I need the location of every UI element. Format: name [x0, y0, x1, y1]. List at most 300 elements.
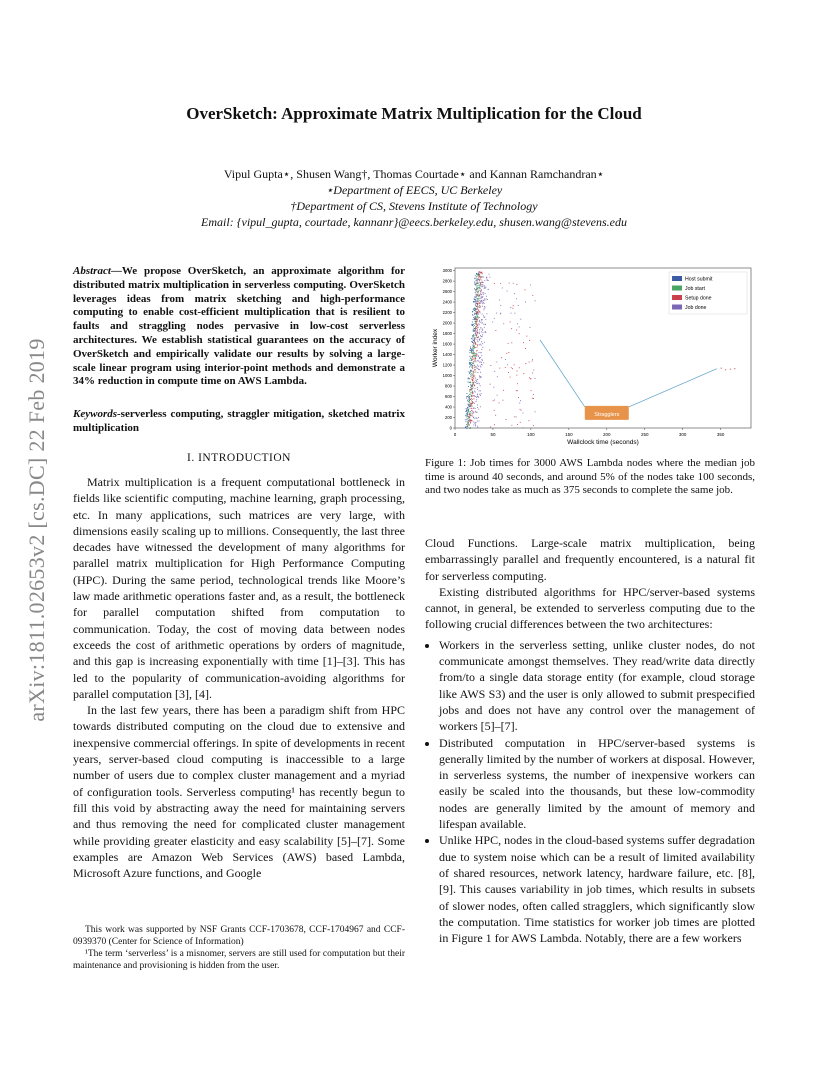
y-tick-label: 1600: [442, 341, 452, 347]
data-point: [503, 323, 504, 324]
data-point: [473, 424, 474, 425]
data-point: [473, 350, 474, 351]
data-point: [481, 349, 482, 350]
data-point: [476, 280, 477, 281]
data-point: [474, 341, 475, 342]
data-point: [473, 309, 474, 310]
data-point: [477, 379, 478, 380]
data-point: [478, 295, 479, 296]
data-point: [529, 377, 530, 378]
list-item: • Workers in the serverless setting, unlike cluster nodes, do not communicate amongst themselves. They read/write data directly from/to a single data storage entity (for example, cloud storage like AWS S3) and the user is only allowed to submit prespecified jobs and does not have any control over the management of workers [5]–[7].: [439, 637, 755, 735]
data-point: [476, 273, 477, 274]
data-point: [475, 308, 476, 309]
y-tick-label: 200: [445, 415, 452, 421]
data-point: [480, 357, 481, 358]
data-point: [476, 361, 477, 362]
data-point: [483, 362, 484, 363]
data-point: [484, 317, 485, 318]
data-point: [525, 289, 526, 290]
data-point: [513, 305, 514, 306]
data-point: [479, 333, 480, 334]
data-point: [477, 303, 478, 304]
data-point: [475, 335, 476, 336]
data-point: [470, 364, 471, 365]
data-point: [517, 390, 518, 391]
data-point: [474, 391, 475, 392]
data-point: [475, 328, 476, 329]
data-point: [479, 362, 480, 363]
data-point: [493, 400, 494, 401]
data-point: [472, 385, 473, 386]
data-point: [476, 335, 477, 336]
data-point: [467, 425, 468, 426]
data-point: [475, 322, 476, 323]
data-point: [471, 420, 472, 421]
data-point: [480, 272, 481, 273]
data-point: [473, 326, 474, 327]
data-point: [490, 365, 491, 366]
data-point: [482, 303, 483, 304]
job-times-chart: [425, 262, 761, 452]
data-point: [485, 324, 486, 325]
data-point: [475, 302, 476, 303]
data-point: [476, 339, 477, 340]
data-point: [477, 427, 478, 428]
data-point: [508, 372, 509, 373]
data-point: [506, 419, 507, 420]
data-point: [477, 350, 478, 351]
data-point: [475, 334, 476, 335]
data-point: [510, 377, 511, 378]
data-point: [472, 379, 473, 380]
data-point: [470, 347, 471, 348]
data-point: [477, 331, 478, 332]
data-point: [484, 285, 485, 286]
data-point: [476, 354, 477, 355]
data-point: [523, 342, 524, 343]
data-point: [477, 329, 478, 330]
data-point: [517, 383, 518, 384]
data-point: [465, 415, 466, 416]
data-point: [471, 404, 472, 405]
data-point: [473, 342, 474, 343]
data-point: [471, 396, 472, 397]
data-point: [470, 422, 471, 423]
data-point: [472, 311, 473, 312]
data-point: [472, 342, 473, 343]
data-point: [466, 419, 467, 420]
data-point: [471, 338, 472, 339]
data-point: [479, 317, 480, 318]
data-point: [481, 341, 482, 342]
left-column-body: [73, 474, 405, 881]
data-point: [478, 409, 479, 410]
data-point: [479, 274, 480, 275]
data-point: [475, 424, 476, 425]
data-point: [525, 363, 526, 364]
data-point: [477, 315, 478, 316]
data-point: [472, 337, 473, 338]
data-point: [477, 287, 478, 288]
data-point: [471, 408, 472, 409]
data-point: [477, 325, 478, 326]
data-point: [481, 376, 482, 377]
data-point: [526, 336, 527, 337]
data-point: [465, 419, 466, 420]
data-point: [472, 401, 473, 402]
data-point: [474, 278, 475, 279]
y-tick-label: 2400: [442, 299, 452, 305]
data-point: [482, 343, 483, 344]
data-point: [471, 400, 472, 401]
abstract: [73, 265, 405, 389]
data-point: [475, 317, 476, 318]
legend-swatch: [672, 305, 682, 310]
data-point: [473, 408, 474, 409]
data-point: [474, 354, 475, 355]
data-point: [468, 416, 469, 417]
data-point: [473, 417, 474, 418]
data-point: [530, 327, 531, 328]
data-point: [472, 349, 473, 350]
data-point: [472, 403, 473, 404]
data-point: [466, 421, 467, 422]
data-point: [529, 362, 530, 363]
data-point: [467, 422, 468, 423]
right-column-body: [425, 535, 755, 946]
data-point: [479, 290, 480, 291]
data-point: [481, 297, 482, 298]
data-point: [477, 332, 478, 333]
data-point: [478, 277, 479, 278]
data-point: [480, 303, 481, 304]
data-point: [478, 309, 479, 310]
data-point: [472, 314, 473, 315]
data-point: [470, 376, 471, 377]
data-point: [480, 372, 481, 373]
data-point: [489, 277, 490, 278]
data-point: [468, 411, 469, 412]
data-point: [481, 285, 482, 286]
data-point: [474, 339, 475, 340]
data-point: [519, 367, 520, 368]
data-point: [479, 369, 480, 370]
data-point: [477, 404, 478, 405]
data-point: [478, 296, 479, 297]
data-point: [483, 294, 484, 295]
data-point: [469, 405, 470, 406]
data-point: [473, 355, 474, 356]
data-point: [525, 348, 526, 349]
data-point: [470, 390, 471, 391]
data-point: [482, 284, 483, 285]
data-point: [467, 410, 468, 411]
data-point: [518, 305, 519, 306]
data-point: [480, 327, 481, 328]
data-point: [483, 277, 484, 278]
data-point: [480, 291, 481, 292]
footnotes: [73, 924, 405, 972]
data-point: [478, 298, 479, 299]
data-point: [470, 399, 471, 400]
data-point: [477, 412, 478, 413]
data-point: [475, 318, 476, 319]
data-point: [471, 373, 472, 374]
data-point: [468, 417, 469, 418]
data-point: [478, 383, 479, 384]
data-point: [505, 359, 506, 360]
data-point: [481, 319, 482, 320]
paragraph: In the last few years, there has been a paradigm shift from HPC towards distributed computing on the cloud due to extensive and inexpensive commercial offerings. In spite of developments in recent years, server-based cloud computing is inaccessible to a large number of users due to complex cluster management and a myriad of configuration tools. Serverless computing¹ has recently begun to fill this void by abstracting away the need for maintaining servers and thus removing the need for complicated cluster management while providing greater elasticity and easy scalability [5]–[7]. Some examples are Amazon Web Services (AWS) based Lambda, Microsoft Azure functions, and Google: [73, 703, 406, 881]
data-point: [467, 400, 468, 401]
data-point: [480, 312, 481, 313]
list-item: • Distributed computation in HPC/server-based systems is generally limited by the number of workers at disposal. However, in serverless systems, the number of inexpensive workers can easily be scaled into the thousands, but these low-commodity nodes are generally limited by the amount of memory and lifespan available.: [439, 735, 755, 833]
data-point: [475, 327, 476, 328]
data-point: [476, 278, 477, 279]
data-point: [473, 324, 474, 325]
data-point: [470, 382, 471, 383]
data-point: [477, 389, 478, 390]
data-point: [477, 327, 478, 328]
data-point: [472, 393, 473, 394]
data-point: [477, 274, 478, 275]
data-point: [475, 305, 476, 306]
author-names: Vipul Gupta⋆, Shusen Wang†, Thomas Courtade⋆ and Kannan Ramchandran⋆: [223, 167, 605, 181]
data-point: [469, 397, 470, 398]
data-point: [472, 414, 473, 415]
data-point: [471, 375, 472, 376]
data-point: [474, 323, 475, 324]
data-point: [471, 398, 472, 399]
data-point: [471, 359, 472, 360]
data-point: [474, 325, 475, 326]
data-point: [469, 417, 470, 418]
data-point: [479, 305, 480, 306]
data-point: [475, 359, 476, 360]
data-point: [477, 354, 478, 355]
data-point: [470, 414, 471, 415]
data-point: [531, 390, 532, 391]
data-point: [507, 364, 508, 365]
data-point: [473, 343, 474, 344]
data-point: [472, 374, 473, 375]
data-point: [474, 308, 475, 309]
data-point: [481, 279, 482, 280]
data-point: [476, 303, 477, 304]
data-point: [473, 301, 474, 302]
data-point: [492, 322, 493, 323]
data-point: [499, 300, 500, 301]
data-point: [535, 300, 536, 301]
paper-title: OverSketch: Approximate Matrix Multiplication for the Cloud: [186, 104, 642, 123]
data-point: [494, 410, 495, 411]
paragraph: Existing distributed algorithms for HPC/server-based systems cannot, in general, be extended to serverless computing due to the following crucial differences between the two architectures:: [425, 584, 755, 632]
data-point: [482, 297, 483, 298]
data-point: [532, 295, 533, 296]
data-point: [472, 413, 473, 414]
data-point: [475, 275, 476, 276]
data-point: [469, 400, 470, 401]
data-point: [483, 302, 484, 303]
data-point: [483, 332, 484, 333]
data-point: [482, 347, 483, 348]
data-point: [475, 382, 476, 383]
data-point: [475, 330, 476, 331]
data-point: [483, 309, 484, 310]
data-point: [472, 399, 473, 400]
data-point: [475, 343, 476, 344]
data-point: [468, 386, 469, 387]
data-point: [478, 341, 479, 342]
list-item: • Unlike HPC, nodes in the cloud-based systems suffer degradation due to system noise which can be a result of limited availability of shared resources, network latency, hardware failure, etc. [8], [9]. This causes variability in job times, which results in subsets of slower nodes, often called stragglers, which significantly slow the computation. Time statistics for worker job times are plotted in Figure 1 for AWS Lambda. Notably, there are a few workers: [439, 832, 755, 946]
data-point: [476, 296, 477, 297]
data-point: [469, 425, 470, 426]
data-point: [520, 409, 521, 410]
data-point: [477, 292, 478, 293]
paragraph: Cloud Functions. Large-scale matrix multiplication, being embarrassingly parallel and frequently encountered, is a natural fit for serverless computing.: [425, 536, 755, 583]
differences-list: [425, 637, 755, 947]
data-point: [476, 401, 477, 402]
data-point: [514, 313, 515, 314]
y-axis-label: Worker index: [432, 328, 439, 368]
data-point: [475, 296, 476, 297]
data-point: [470, 366, 471, 367]
data-point: [487, 299, 488, 300]
data-point: [481, 359, 482, 360]
data-point: [495, 330, 496, 331]
data-point: [482, 286, 483, 287]
data-point: [474, 382, 475, 383]
data-point: [469, 372, 470, 373]
data-point: [475, 425, 476, 426]
data-point: [481, 320, 482, 321]
data-point: [516, 298, 517, 299]
data-point: [473, 335, 474, 336]
data-point: [481, 345, 482, 346]
data-point: [500, 305, 501, 306]
data-point: [496, 313, 497, 314]
data-point: [476, 380, 477, 381]
data-point: [471, 392, 472, 393]
data-point: [472, 380, 473, 381]
data-point: [482, 282, 483, 283]
data-point: [477, 407, 478, 408]
data-point: [466, 398, 467, 399]
data-point: [480, 284, 481, 285]
data-point: [475, 367, 476, 368]
data-point: [477, 288, 478, 289]
data-point: [510, 321, 511, 322]
data-point: [484, 280, 485, 281]
data-point: [474, 348, 475, 349]
data-point: [475, 333, 476, 334]
data-point: [471, 350, 472, 351]
data-point: [533, 425, 534, 426]
data-point: [470, 392, 471, 393]
data-point: [470, 384, 471, 385]
data-point: [533, 398, 534, 399]
data-point: [532, 398, 533, 399]
data-point: [468, 410, 469, 411]
data-point: [479, 280, 480, 281]
data-point: [507, 290, 508, 291]
data-point: [475, 388, 476, 389]
data-point: [502, 400, 503, 401]
x-tick-label: 150: [565, 432, 573, 437]
data-point: [469, 363, 470, 364]
data-point: [532, 373, 533, 374]
data-point: [472, 388, 473, 389]
data-point: [472, 357, 473, 358]
data-point: [497, 376, 498, 377]
data-point: [473, 411, 474, 412]
data-point: [477, 308, 478, 309]
data-point: [482, 296, 483, 297]
data-point: [532, 359, 533, 360]
data-point: [470, 362, 471, 363]
data-point: [467, 421, 468, 422]
data-point: [484, 288, 485, 289]
data-point: [474, 347, 475, 348]
data-point: [474, 318, 475, 319]
data-point: [490, 384, 491, 385]
data-point: [480, 283, 481, 284]
data-point: [471, 406, 472, 407]
data-point: [475, 309, 476, 310]
data-point: [479, 287, 480, 288]
data-point: [475, 422, 476, 423]
data-point: [500, 313, 501, 314]
legend-label: Job start: [685, 286, 705, 292]
abstract-text: —We propose OverSketch, an approximate algorithm for distributed matrix multiplication in serverless computing. OverSketch leverages ideas from matrix sketching and high-performance computing to enable cost-efficient multiplication that is resilient to faults and straggling nodes pervasive in low-cost serverless architectures. We establish statistical guarantees on the accuracy of OverSketch and empirically validate our results by solving a large-scale linear program using interior-point methods and demonstrate a 34% reduction in compute time on AWS Lambda.: [73, 265, 405, 388]
data-point: [470, 357, 471, 358]
data-point: [476, 276, 477, 277]
data-point: [474, 337, 475, 338]
data-point: [480, 322, 481, 323]
data-point: [495, 415, 496, 416]
data-point: [477, 394, 478, 395]
data-point: [473, 336, 474, 337]
data-point: [485, 293, 486, 294]
data-point: [474, 385, 475, 386]
data-point: [494, 371, 495, 372]
data-point: [475, 372, 476, 373]
data-point: [467, 413, 468, 414]
data-point: [478, 301, 479, 302]
data-point: [473, 374, 474, 375]
data-point: [510, 313, 511, 314]
legend-label: Setup done: [685, 295, 712, 302]
data-point: [477, 347, 478, 348]
data-point: [468, 424, 469, 425]
data-point: [470, 419, 471, 420]
data-point: [475, 292, 476, 293]
data-point: [486, 313, 487, 314]
data-point: [474, 345, 475, 346]
data-point: [479, 352, 480, 353]
legend-label: Job done: [685, 305, 707, 311]
data-point: [478, 336, 479, 337]
data-point: [473, 344, 474, 345]
data-point: [480, 285, 481, 286]
data-point: [471, 359, 472, 360]
data-point: [511, 328, 512, 329]
data-point: [477, 311, 478, 312]
data-point: [503, 390, 504, 391]
data-point: [519, 327, 520, 328]
data-point: [494, 400, 495, 401]
data-point: [530, 378, 531, 379]
